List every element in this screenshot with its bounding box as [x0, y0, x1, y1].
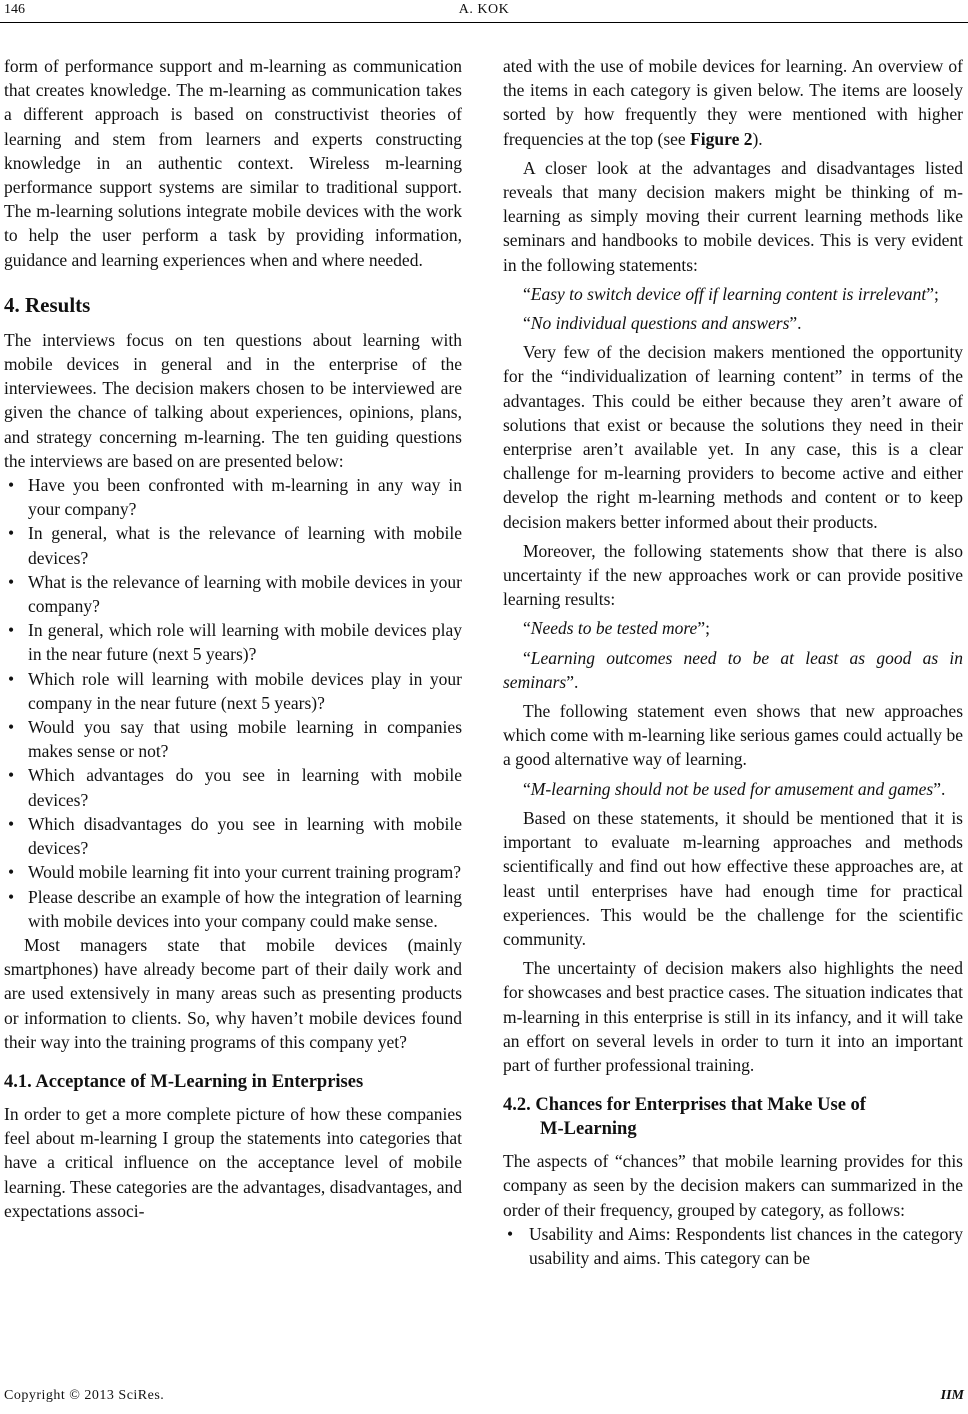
paragraph-text: ated with the use of mobile devices for learning. An overview of the items in each category is given below. The items are loosely sorted by how frequently they were mentioned with higher frequencies at the top (see — [503, 56, 963, 149]
list-item — [4, 885, 462, 933]
bullet-icon: • — [8, 765, 15, 786]
interview-questions-list — [4, 473, 462, 933]
list-item — [4, 860, 462, 884]
list-item — [503, 1222, 963, 1270]
quote-mark: “ — [523, 618, 531, 639]
paragraph: The uncertainty of decision makers also highlights the need for showcases and best practice cases. The situation indicates that m-learning in this enterprise is still in its infancy, and it will take an effort on several levels in order to turn it into an important part of further professional training. — [503, 958, 963, 1075]
bullet-icon: • — [8, 668, 15, 689]
bullet-icon: • — [8, 813, 15, 834]
quote — [503, 777, 963, 801]
quote-text: Learning outcomes need to be at least as good as in seminars — [503, 647, 963, 692]
question-text: In general, which role will learning with mobile devices play in the near future (next 5 years)? — [28, 620, 462, 665]
quote-text: Needs to be tested more — [530, 618, 698, 639]
copyright: Copyright © 2013 SciRes. — [4, 1388, 165, 1403]
quote-mark: ”. — [566, 671, 579, 692]
list-item — [4, 618, 462, 666]
page-number: 146 — [4, 2, 25, 17]
paragraph: Moreover, the following statements show that there is also uncertainty if the new approaches work or can provide positive learning results: — [503, 540, 963, 610]
quote-mark: ”. — [789, 313, 802, 334]
quote — [503, 616, 963, 640]
header-rule — [0, 22, 968, 23]
heading-line: 4.2. Chances for Enterprises that Make Use of — [503, 1095, 866, 1116]
paragraph-text: ). — [752, 128, 763, 149]
paragraph: The interviews focus on ten questions about learning with mobile devices in general and in the enterprise of the interviewees. The decision makers chosen to be interviewed are given the chance of talking about experiences, opinions, plans, and strategy concerning m-learning. The ten guiding questions the interviews are based on are presented below: — [4, 329, 462, 471]
subsection-heading-4-2 — [503, 1093, 963, 1141]
question-text: Have you been confronted with m-learning in any way in your company? — [28, 475, 462, 520]
list-item — [4, 812, 462, 860]
bullet-icon: • — [8, 475, 15, 496]
list-item — [4, 473, 462, 521]
chances-list — [503, 1222, 963, 1270]
list-item — [4, 763, 462, 811]
question-text: What is the relevance of learning with mobile devices in your company? — [28, 571, 462, 617]
paragraph: A closer look at the advantages and disadvantages listed reveals that many decision makers might be thinking of m-learning as simply moving their current learning methods like seminars and handbooks to mobile devices. This is very evident in the following statements: — [503, 157, 963, 275]
quote — [503, 311, 963, 335]
running-header — [0, 0, 968, 28]
quote — [503, 646, 963, 694]
paragraph: form of performance support and m-learning as communication that creates knowledge. The m-learning as communication takes a different approach is based on constructivist theories of learning and stem from learners and experts constructing knowledge in an authentic context. Wireless m-learning performance support systems are similar to traditional support. The m-learning solutions integrate mobile devices with the work to help the user perform a task by providing information, guidance and learning experiences when and where needed. — [4, 56, 462, 270]
quote-text: M-learning should not be used for amusement and games — [530, 778, 934, 799]
paragraph — [503, 54, 963, 151]
figure-reference: Figure 2 — [690, 128, 753, 149]
question-text: Please describe an example of how the integration of learning with mobile devices into your company could make sense. — [28, 886, 462, 931]
question-text: Which role will learning with mobile devices play in your company in the near future (next 5 years)? — [28, 668, 462, 713]
paragraph: Based on these statements, it should be mentioned that it is important to evaluate m-learning approaches and methods scientifically and find out how effective these approaches are, at least until enterprises have had enough time for practical experiences. This would be the challenge for the scientific community. — [503, 807, 963, 949]
quote-mark: “ — [523, 647, 531, 668]
quote-text: No individual questions and answers — [530, 313, 790, 334]
paragraph: Very few of the decision makers mentioned the opportunity for the “individualization of learning content” in terms of the advantages. This could be either because they aren’t aware of solutions that exist or because the solutions they need in their enterprise aren’t available yet. In any case, this is a clear challenge for m-learning providers to become active and either develop the right m-learning methods and content or to keep decision makers better informed about their products. — [503, 342, 963, 532]
quote-mark: ”; — [697, 618, 710, 639]
bullet-icon: • — [8, 523, 15, 544]
quote-text: Easy to switch device off if learning content is irrelevant — [530, 283, 927, 304]
list-item-text: Usability and Aims: Respondents list chances in the category usability and aims. This category can be — [529, 1223, 963, 1268]
bullet-icon: • — [8, 862, 15, 883]
quote-mark: “ — [523, 283, 531, 304]
paragraph: Most managers state that mobile devices (mainly smartphones) have already become part of their daily work and are used extensively in many areas such as presenting products or information to clients. So, why haven’t mobile devices found their way into the training programs of this company yet? — [4, 934, 462, 1052]
right-column — [503, 54, 963, 1270]
question-text: In general, what is the relevance of learning with mobile devices? — [28, 523, 462, 568]
journal-name: IIM — [940, 1388, 964, 1403]
paragraph: The aspects of “chances” that mobile learning provides for this company as seen by the decision makers can summarized in the order of their frequency, grouped by category, as follows: — [503, 1151, 963, 1220]
list-item — [4, 715, 462, 763]
question-text: Would you say that using mobile learning in companies makes sense or not? — [28, 717, 462, 762]
bullet-icon: • — [8, 717, 15, 738]
question-text: Would mobile learning fit into your current training program? — [28, 862, 462, 883]
subsection-heading-4-1: 4.1. Acceptance of M-Learning in Enterprises — [4, 1071, 364, 1092]
left-column — [4, 54, 462, 1223]
section-heading-results: 4. Results — [4, 292, 91, 317]
paragraph: In order to get a more complete picture of how these companies feel about m-learning I group the statements into categories that have a critical influence on the acceptance level of mobile learning. These categories are the advantages, disadvantages, and expectations associ- — [4, 1103, 462, 1221]
quote-mark: ”. — [933, 778, 946, 799]
bullet-icon: • — [8, 571, 15, 592]
question-text: Which disadvantages do you see in learning with mobile devices? — [28, 813, 462, 859]
list-item — [4, 570, 462, 618]
question-text: Which advantages do you see in learning with mobile devices? — [28, 765, 462, 810]
list-item — [4, 667, 462, 715]
quote-mark: “ — [523, 778, 531, 799]
quote — [503, 282, 963, 306]
bullet-icon: • — [507, 1223, 514, 1244]
list-item — [4, 521, 462, 569]
quote-mark: “ — [523, 313, 531, 334]
bullet-icon: • — [8, 886, 15, 907]
bullet-icon: • — [8, 620, 15, 641]
heading-line: M-Learning — [540, 1119, 637, 1140]
paragraph: The following statement even shows that new approaches which come with m-learning like serious games could actually be a good alternative way of learning. — [503, 701, 963, 770]
running-author: A. KOK — [458, 2, 510, 17]
quote-mark: ”; — [926, 283, 939, 304]
